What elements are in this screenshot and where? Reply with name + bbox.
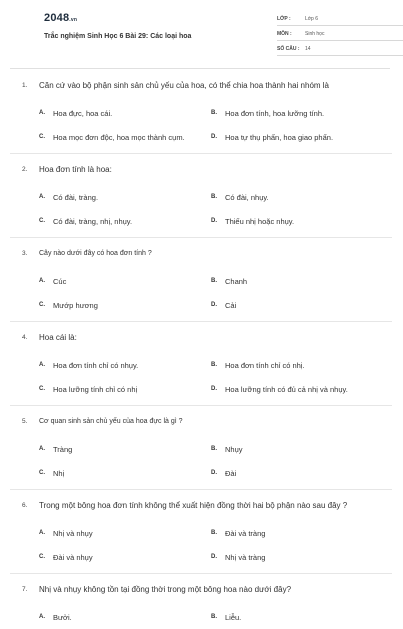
answer-option[interactable] (22, 605, 194, 629)
option-text: Bưởi. (53, 612, 72, 622)
meta-question-count (277, 43, 403, 56)
option-text: Đài và tràng (225, 528, 266, 538)
option-letter: A. (39, 530, 45, 536)
meta-value: Sinh học (305, 31, 325, 37)
question-divider (10, 405, 392, 406)
answer-option[interactable] (194, 185, 382, 209)
question-text: Cơ quan sinh sản chủ yếu của hoa đực là gì ? (39, 418, 183, 425)
option-text: Hoa đực, hoa cái. (53, 108, 113, 118)
question-number: 7. (22, 586, 28, 593)
question-list (22, 80, 382, 629)
question-stem (22, 416, 382, 428)
option-text: Thiếu nhị hoặc nhụy. (225, 216, 295, 226)
question-1 (22, 80, 382, 154)
option-letter: D. (211, 134, 217, 140)
answer-option[interactable] (22, 293, 194, 317)
question-text: Nhị và nhụy không tồn tại đồng thời trong một bông hoa nào dưới đây? (39, 585, 292, 594)
option-letter: C. (39, 218, 45, 224)
option-letter: A. (39, 110, 45, 116)
question-number: 6. (22, 502, 28, 509)
question-text: Hoa cái là: (39, 333, 77, 342)
option-text: Đài (225, 468, 237, 478)
answer-option[interactable] (194, 269, 382, 293)
option-text: Có đài, tràng. (53, 192, 99, 202)
option-letter: B. (211, 278, 217, 284)
option-text: Chanh (225, 276, 248, 286)
question-divider (10, 573, 392, 574)
option-text: Hoa lưỡng tính có đủ cả nhị và nhụy. (225, 384, 348, 394)
answer-option[interactable] (194, 353, 382, 377)
question-stem (22, 80, 382, 92)
question-stem (22, 164, 382, 176)
option-text: Hoa đơn tính chỉ có nhị. (225, 360, 305, 370)
answer-option[interactable] (194, 293, 382, 317)
option-letter: D. (211, 386, 217, 392)
meta-label: SỐ CÂU : (277, 46, 300, 52)
option-text: Đài và nhụy (53, 552, 93, 562)
meta-class (277, 13, 403, 26)
question-number: 4. (22, 334, 28, 341)
question-stem (22, 332, 382, 344)
option-text: Nhị (53, 468, 65, 478)
option-letter: A. (39, 194, 45, 200)
answer-option[interactable] (22, 209, 194, 233)
answer-options (22, 101, 382, 149)
option-text: Hoa đơn tính, hoa lưỡng tính. (225, 108, 325, 118)
answer-option[interactable] (194, 521, 382, 545)
option-letter: C. (39, 386, 45, 392)
option-text: Hoa lưỡng tính chỉ có nhị (53, 384, 138, 394)
option-text: Cải (225, 300, 237, 310)
question-divider (10, 321, 392, 322)
answer-option[interactable] (22, 353, 194, 377)
answer-option[interactable] (194, 125, 382, 149)
answer-options (22, 605, 382, 629)
option-letter: D. (211, 218, 217, 224)
question-stem (22, 584, 382, 596)
answer-option[interactable] (194, 545, 382, 569)
question-7 (22, 584, 382, 629)
meta-value: Lớp 6 (305, 16, 319, 22)
question-number: 3. (22, 250, 28, 257)
option-letter: C. (39, 554, 45, 560)
option-letter: A. (39, 278, 45, 284)
option-letter: B. (211, 530, 217, 536)
question-number: 1. (22, 82, 28, 89)
question-text: Trong một bông hoa đơn tính không thể xuất hiện đồng thời hai bộ phận nào sau đây ? (39, 501, 348, 510)
question-number: 5. (22, 418, 28, 425)
site-logo[interactable]: 2048.vn (44, 12, 78, 24)
question-2 (22, 164, 382, 238)
option-text: Hoa đơn tính chỉ có nhụy. (53, 360, 139, 370)
question-3 (22, 248, 382, 322)
question-divider (10, 153, 392, 154)
question-5 (22, 416, 382, 490)
question-text: Hoa đơn tính là hoa: (39, 165, 112, 174)
option-text: Cúc (53, 276, 67, 286)
header-divider (10, 68, 390, 69)
option-letter: C. (39, 134, 45, 140)
option-letter: D. (211, 554, 217, 560)
option-text: Nhị và tràng (225, 552, 266, 562)
answer-option[interactable] (22, 125, 194, 149)
meta-value: 14 (305, 46, 311, 52)
question-text: Căn cứ vào bộ phận sinh sản chủ yếu của hoa, có thể chia hoa thành hai nhóm là (39, 81, 329, 90)
option-text: Hoa mọc đơn độc, hoa mọc thành cụm. (53, 132, 185, 142)
option-letter: B. (211, 446, 217, 452)
answer-option[interactable] (22, 545, 194, 569)
option-text: Hoa tự thụ phấn, hoa giao phấn. (225, 132, 334, 142)
option-text: Liễu. (225, 612, 242, 622)
meta-subject (277, 28, 403, 41)
option-letter: B. (211, 110, 217, 116)
option-letter: B. (211, 194, 217, 200)
answer-options (22, 437, 382, 485)
answer-options (22, 521, 382, 569)
option-letter: A. (39, 614, 45, 620)
answer-option[interactable] (194, 377, 382, 401)
question-stem (22, 248, 382, 260)
option-letter: D. (211, 302, 217, 308)
answer-option[interactable] (22, 185, 194, 209)
option-letter: D. (211, 470, 217, 476)
option-text: Nhị và nhụy (53, 528, 93, 538)
option-text: Có đài, nhụy. (225, 192, 269, 202)
answer-option[interactable] (22, 521, 194, 545)
answer-option[interactable] (22, 461, 194, 485)
answer-option[interactable] (194, 437, 382, 461)
answer-option[interactable] (194, 461, 382, 485)
answer-option[interactable] (22, 269, 194, 293)
meta-label: LỚP : (277, 16, 291, 22)
answer-option[interactable] (22, 377, 194, 401)
option-letter: B. (211, 614, 217, 620)
answer-option[interactable] (194, 101, 382, 125)
logo-tld: .vn (69, 17, 78, 23)
question-text: Cây nào dưới đây có hoa đơn tính ? (39, 250, 152, 257)
answer-option[interactable] (194, 605, 382, 629)
answer-options (22, 185, 382, 233)
option-letter: C. (39, 470, 45, 476)
answer-options (22, 353, 382, 401)
option-text: Tràng (53, 444, 73, 454)
option-letter: C. (39, 302, 45, 308)
option-text: Có đài, tràng, nhị, nhụy. (53, 216, 133, 226)
answer-option[interactable] (194, 209, 382, 233)
meta-label: MÔN : (277, 31, 292, 37)
quiz-title: Trắc nghiệm Sinh Học 6 Bài 29: Các loại hoa (44, 33, 192, 40)
option-text: Mướp hương (53, 300, 98, 310)
option-letter: B. (211, 362, 217, 368)
question-4 (22, 332, 382, 406)
question-stem (22, 500, 382, 512)
question-6 (22, 500, 382, 574)
option-letter: A. (39, 362, 45, 368)
page-header (22, 0, 378, 68)
question-divider (10, 489, 392, 490)
question-divider (10, 237, 392, 238)
option-letter: A. (39, 446, 45, 452)
answer-options (22, 269, 382, 317)
quiz-meta (277, 13, 403, 58)
option-text: Nhụy (225, 444, 243, 454)
question-number: 2. (22, 166, 28, 173)
answer-option[interactable] (22, 101, 194, 125)
answer-option[interactable] (22, 437, 194, 461)
